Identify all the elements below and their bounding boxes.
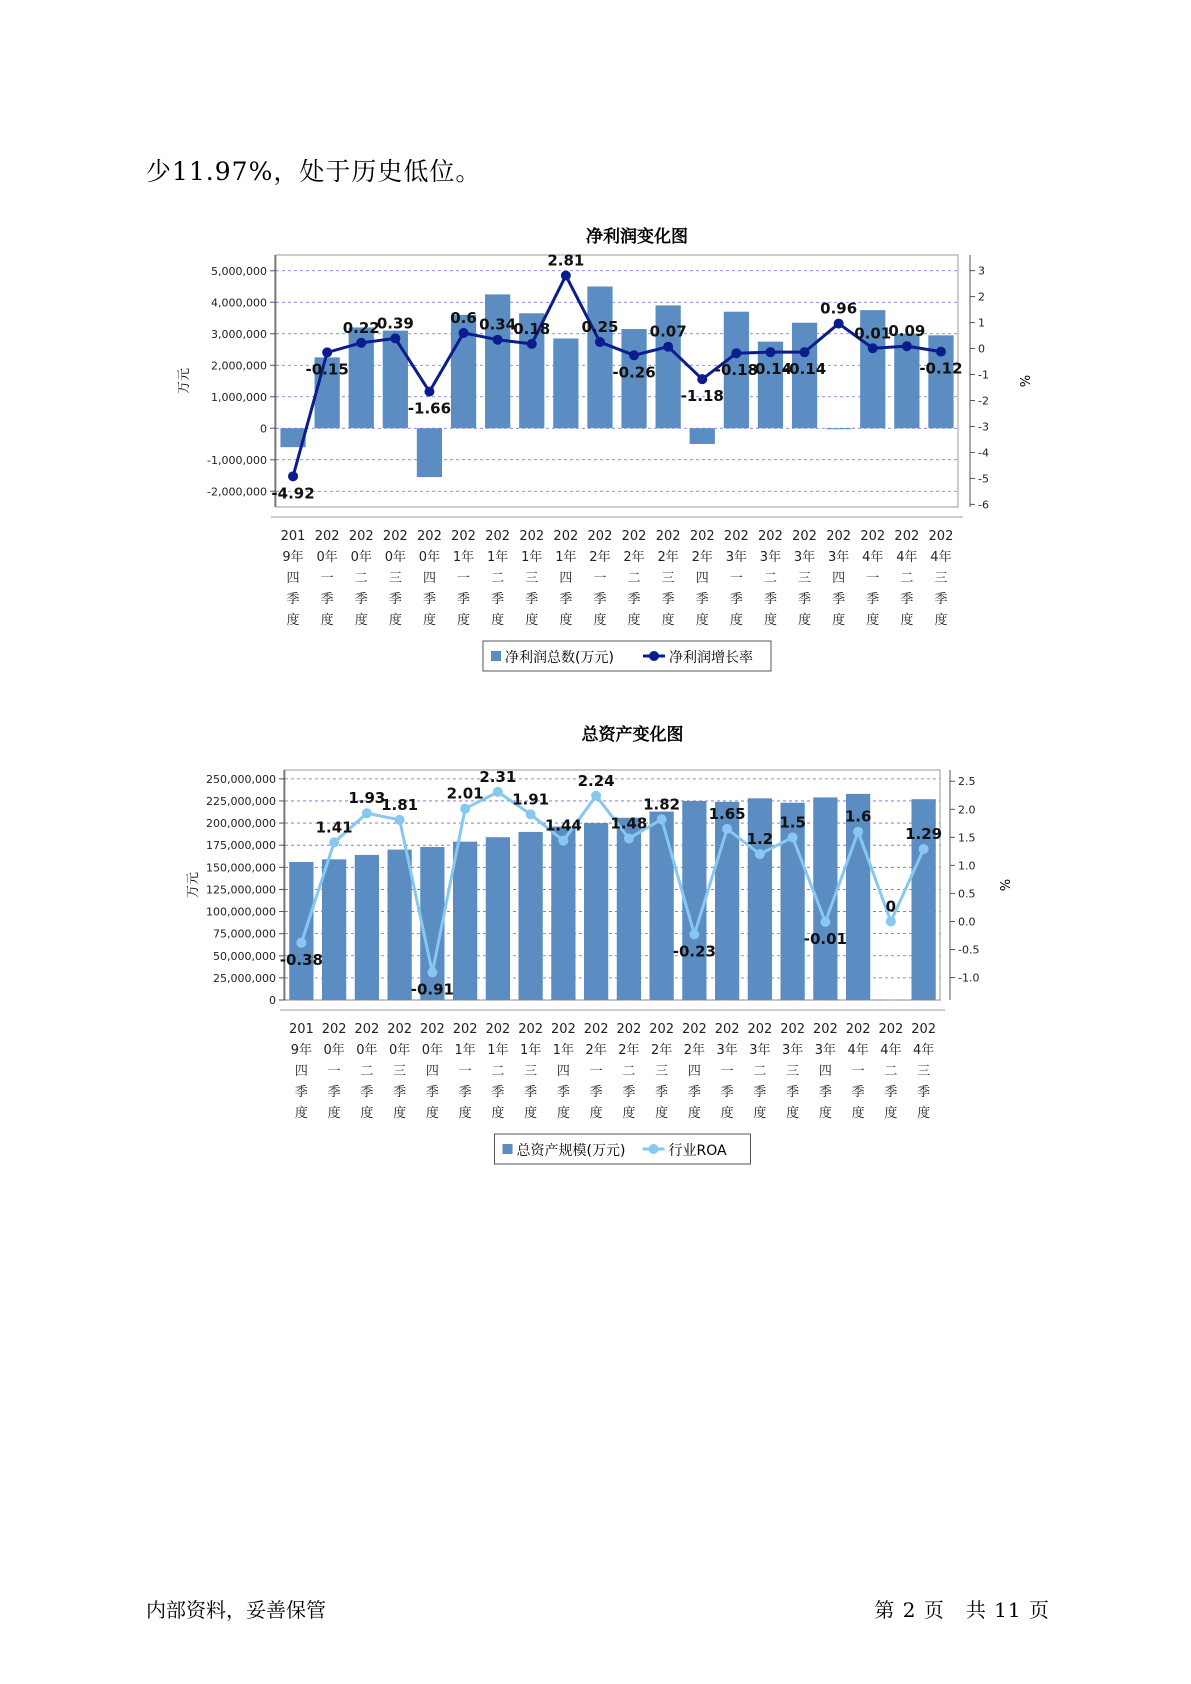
y-tick-label: -2,000,000 bbox=[207, 485, 267, 499]
line-point bbox=[820, 917, 830, 927]
x-tick-label: 202 0年二季度 bbox=[348, 529, 374, 628]
x-tick-label: 202 2年四季度 bbox=[681, 1022, 707, 1121]
data-label: 2.01 bbox=[446, 784, 484, 803]
legend bbox=[483, 641, 771, 671]
x-tick-label: 202 4年一季度 bbox=[845, 1022, 871, 1121]
line-point bbox=[886, 916, 896, 926]
y2-tick-label: 2.5 bbox=[958, 775, 976, 789]
line-point bbox=[493, 335, 503, 345]
data-label: -0.15 bbox=[305, 360, 349, 379]
bar bbox=[322, 859, 346, 1000]
total-assets-chart bbox=[0, 718, 1191, 1188]
x-tick-label: 202 3年四季度 bbox=[812, 1022, 838, 1121]
x-tick-label: 202 2年一季度 bbox=[583, 1022, 609, 1121]
legend-bar-label: 总资产规模(万元) bbox=[516, 1143, 626, 1159]
data-label: 1.6 bbox=[844, 807, 872, 826]
x-axis-labels bbox=[289, 1022, 936, 1121]
y-tick-label: 150,000,000 bbox=[206, 861, 276, 875]
data-label: 0.07 bbox=[649, 322, 687, 341]
y-tick-label: 100,000,000 bbox=[206, 905, 276, 919]
y-tick-label: 0 bbox=[260, 422, 267, 436]
line-point bbox=[322, 347, 332, 357]
y2-tick-label: 0 bbox=[978, 342, 985, 356]
x-tick-label: 202 0年三季度 bbox=[382, 529, 408, 628]
data-label: 0.22 bbox=[342, 318, 380, 337]
net-profit-chart bbox=[0, 220, 1191, 690]
line-point bbox=[459, 328, 469, 338]
data-label: -4.92 bbox=[271, 484, 315, 503]
y-tick-label: 2,000,000 bbox=[211, 359, 267, 373]
data-label: 2.24 bbox=[577, 771, 615, 790]
y2-tick-label: 0.0 bbox=[958, 915, 976, 929]
y2-tick-label: 2 bbox=[978, 290, 985, 304]
y-tick-label: 175,000,000 bbox=[206, 839, 276, 853]
line-point bbox=[919, 844, 929, 854]
line-point bbox=[595, 337, 605, 347]
line-point bbox=[526, 809, 536, 819]
data-label: -0.38 bbox=[279, 950, 323, 969]
x-tick-label: 202 1年二季度 bbox=[485, 1022, 511, 1121]
x-tick-label: 202 4年二季度 bbox=[878, 1022, 904, 1121]
line-point bbox=[561, 271, 571, 281]
legend-line-label: 行业ROA bbox=[668, 1143, 727, 1159]
line-point bbox=[356, 338, 366, 348]
bar bbox=[690, 428, 715, 444]
data-label: 0.01 bbox=[854, 324, 892, 343]
y-tick-label: 0 bbox=[269, 994, 276, 1007]
line-point bbox=[834, 319, 844, 329]
bar bbox=[826, 428, 851, 429]
bar bbox=[453, 842, 477, 1000]
data-label: 0.39 bbox=[376, 314, 414, 333]
line-point bbox=[624, 833, 634, 843]
data-label: 1.93 bbox=[348, 789, 386, 808]
x-tick-label: 202 2年三季度 bbox=[655, 529, 681, 628]
footer-confidential: 内部资料，妥善保管 bbox=[146, 1598, 326, 1622]
line-point bbox=[697, 374, 707, 384]
y-tick-label: -1,000,000 bbox=[207, 453, 267, 467]
data-label: 2.81 bbox=[547, 251, 585, 270]
bar bbox=[519, 832, 543, 1000]
y-axis-right bbox=[970, 255, 989, 511]
line-point bbox=[558, 836, 568, 846]
legend bbox=[495, 1134, 751, 1164]
line-point bbox=[424, 387, 434, 397]
x-tick-label: 202 2年一季度 bbox=[587, 529, 613, 628]
legend-line-marker bbox=[649, 1144, 659, 1154]
y2-tick-label: 2.0 bbox=[958, 803, 976, 817]
data-label: 0.34 bbox=[479, 315, 517, 334]
line-point bbox=[329, 837, 339, 847]
line-point bbox=[427, 968, 437, 978]
x-tick-label: 202 3年三季度 bbox=[792, 529, 817, 628]
line-point bbox=[362, 808, 372, 818]
x-tick-label: 202 3年一季度 bbox=[714, 1022, 740, 1121]
line-point bbox=[800, 347, 810, 357]
bar bbox=[748, 798, 772, 1000]
y-tick-label: 50,000,000 bbox=[213, 949, 276, 963]
data-label: -0.14 bbox=[782, 360, 827, 379]
intro-text: 少11.97%，处于历史低位。 bbox=[146, 157, 482, 186]
data-label: 1.91 bbox=[512, 790, 550, 809]
x-tick-label: 202 4年一季度 bbox=[860, 529, 886, 628]
x-tick-label: 202 0年一季度 bbox=[321, 1022, 347, 1121]
y-tick-label: 250,000,000 bbox=[206, 772, 276, 786]
data-label: -0.26 bbox=[612, 363, 656, 382]
data-label: 1.65 bbox=[708, 804, 746, 823]
x-tick-label: 202 0年一季度 bbox=[314, 529, 340, 628]
line-point bbox=[663, 342, 673, 352]
legend-line-label: 净利润增长率 bbox=[669, 650, 753, 666]
line-point bbox=[868, 343, 878, 353]
x-axis-labels bbox=[281, 529, 954, 628]
y-axis-right bbox=[950, 770, 979, 1000]
bar bbox=[553, 338, 578, 428]
y2-tick-label: 1.0 bbox=[958, 859, 976, 873]
data-label: -0.23 bbox=[672, 942, 716, 961]
data-label: 0.18 bbox=[513, 319, 551, 338]
bar bbox=[551, 827, 575, 1000]
y2-tick-label: 1 bbox=[978, 316, 985, 330]
line-point bbox=[731, 348, 741, 358]
y2-tick-label: -4 bbox=[978, 446, 989, 460]
line-point bbox=[460, 804, 470, 814]
y2-tick-label: -2 bbox=[978, 394, 989, 408]
x-tick-label: 202 2年四季度 bbox=[689, 529, 715, 628]
line-point bbox=[689, 929, 699, 939]
y2-tick-label: -1.0 bbox=[958, 971, 980, 985]
y2-axis-label: % bbox=[996, 878, 1011, 892]
line-point bbox=[788, 832, 798, 842]
line-point bbox=[296, 938, 306, 948]
line-point bbox=[765, 347, 775, 357]
data-label: 1.29 bbox=[905, 825, 943, 844]
y2-tick-label: -3 bbox=[978, 420, 989, 434]
data-label: 0.6 bbox=[450, 308, 477, 327]
x-tick-label: 202 3年二季度 bbox=[747, 1022, 773, 1121]
y2-tick-label: 1.5 bbox=[958, 831, 976, 845]
bar bbox=[650, 812, 674, 1000]
data-label: -1.66 bbox=[407, 399, 452, 418]
chart-title: 净利润变化图 bbox=[586, 227, 688, 247]
x-tick-label: 201 9年四季度 bbox=[288, 1022, 314, 1121]
line-point bbox=[657, 814, 667, 824]
bar bbox=[383, 331, 408, 429]
data-label: -0.14 bbox=[748, 360, 793, 379]
legend-line-marker bbox=[649, 651, 659, 661]
data-label: 2.31 bbox=[479, 767, 517, 786]
line-point bbox=[527, 339, 537, 349]
bar bbox=[584, 823, 608, 1000]
line-point bbox=[629, 350, 639, 360]
bar bbox=[617, 818, 641, 1000]
bar bbox=[355, 855, 379, 1000]
y-tick-label: 3,000,000 bbox=[211, 327, 267, 341]
y-axis-label: 万元 bbox=[177, 367, 192, 395]
data-label: -1.18 bbox=[680, 387, 724, 406]
x-tick-label: 202 1年三季度 bbox=[519, 529, 545, 628]
y-tick-label: 1,000,000 bbox=[211, 390, 267, 404]
footer-page-number: 第 2 页 共 11 页 bbox=[874, 1598, 1050, 1622]
y-tick-label: 4,000,000 bbox=[211, 296, 267, 310]
x-tick-label: 202 3年二季度 bbox=[758, 529, 783, 628]
y2-axis-label: % bbox=[1016, 374, 1031, 388]
data-label: 1.41 bbox=[315, 818, 353, 837]
data-label: 0.25 bbox=[581, 318, 619, 337]
bar bbox=[486, 837, 510, 1000]
data-label: -0.91 bbox=[410, 980, 454, 999]
data-label: 0.96 bbox=[820, 299, 858, 318]
line-point bbox=[395, 815, 405, 825]
bar bbox=[388, 850, 412, 1000]
x-tick-label: 202 0年三季度 bbox=[387, 1022, 413, 1121]
data-label: 1.48 bbox=[610, 814, 648, 833]
line-point bbox=[493, 787, 503, 797]
line-point bbox=[591, 791, 601, 801]
x-tick-label: 202 3年一季度 bbox=[723, 529, 749, 628]
x-tick-label: 202 2年二季度 bbox=[621, 529, 647, 628]
bar bbox=[587, 287, 612, 429]
legend-bar-swatch bbox=[503, 1144, 513, 1154]
chart-title: 总资产变化图 bbox=[581, 725, 684, 745]
x-tick-label: 202 4年三季度 bbox=[911, 1022, 937, 1121]
line-point bbox=[902, 341, 912, 351]
x-tick-label: 202 2年二季度 bbox=[616, 1022, 642, 1121]
y-tick-label: 125,000,000 bbox=[206, 883, 276, 897]
line-point bbox=[755, 849, 765, 859]
data-label: 1.81 bbox=[381, 795, 419, 814]
data-label: 0.09 bbox=[888, 322, 926, 341]
data-label: 0 bbox=[885, 897, 897, 916]
x-tick-label: 202 4年三季度 bbox=[928, 529, 954, 628]
x-tick-label: 202 4年二季度 bbox=[894, 529, 920, 628]
y-tick-label: 200,000,000 bbox=[206, 817, 276, 831]
line-point bbox=[722, 824, 732, 834]
legend-bar-swatch bbox=[491, 651, 501, 661]
bar bbox=[289, 862, 313, 1000]
x-tick-label: 202 3年三季度 bbox=[780, 1022, 806, 1121]
x-tick-label: 202 0年二季度 bbox=[354, 1022, 380, 1121]
y2-tick-label: 3 bbox=[978, 264, 985, 278]
x-tick-label: 202 1年四季度 bbox=[550, 1022, 576, 1121]
x-tick-label: 202 1年二季度 bbox=[485, 529, 511, 628]
line-point bbox=[936, 347, 946, 357]
line-point bbox=[853, 827, 863, 837]
x-tick-label: 202 0年四季度 bbox=[417, 529, 442, 628]
bar bbox=[417, 428, 442, 477]
y-tick-label: 5,000,000 bbox=[211, 264, 267, 278]
y-tick-label: 25,000,000 bbox=[213, 971, 276, 985]
bar bbox=[485, 294, 510, 428]
x-tick-label: 202 3年四季度 bbox=[826, 529, 852, 628]
x-tick-label: 201 9年四季度 bbox=[280, 529, 306, 628]
data-label: 1.2 bbox=[746, 830, 774, 849]
y-axis-label: 万元 bbox=[186, 871, 201, 899]
x-tick-label: 202 2年三季度 bbox=[649, 1022, 675, 1121]
data-label: 1.44 bbox=[544, 816, 582, 835]
x-tick-label: 202 1年一季度 bbox=[452, 1022, 478, 1121]
data-label: 1.5 bbox=[779, 813, 806, 832]
x-tick-label: 202 1年三季度 bbox=[518, 1022, 544, 1121]
y2-tick-label: -5 bbox=[978, 472, 989, 486]
line-point bbox=[288, 471, 298, 481]
y2-tick-label: 0.5 bbox=[958, 887, 976, 901]
data-label: -0.18 bbox=[714, 361, 758, 380]
y2-tick-label: -0.5 bbox=[958, 943, 980, 957]
data-label: 1.82 bbox=[643, 795, 681, 814]
x-tick-label: 202 0年四季度 bbox=[419, 1022, 445, 1121]
data-label: -0.12 bbox=[919, 359, 963, 378]
data-label: -0.01 bbox=[803, 930, 847, 949]
x-tick-label: 202 1年四季度 bbox=[553, 529, 579, 628]
y-tick-label: 225,000,000 bbox=[206, 794, 276, 808]
y2-tick-label: -1 bbox=[978, 368, 989, 382]
legend-bar-label: 净利润总数(万元) bbox=[505, 650, 614, 666]
line-point bbox=[390, 333, 400, 343]
x-tick-label: 202 1年一季度 bbox=[451, 529, 476, 628]
y2-tick-label: -6 bbox=[978, 498, 989, 512]
y-tick-label: 75,000,000 bbox=[213, 927, 276, 941]
